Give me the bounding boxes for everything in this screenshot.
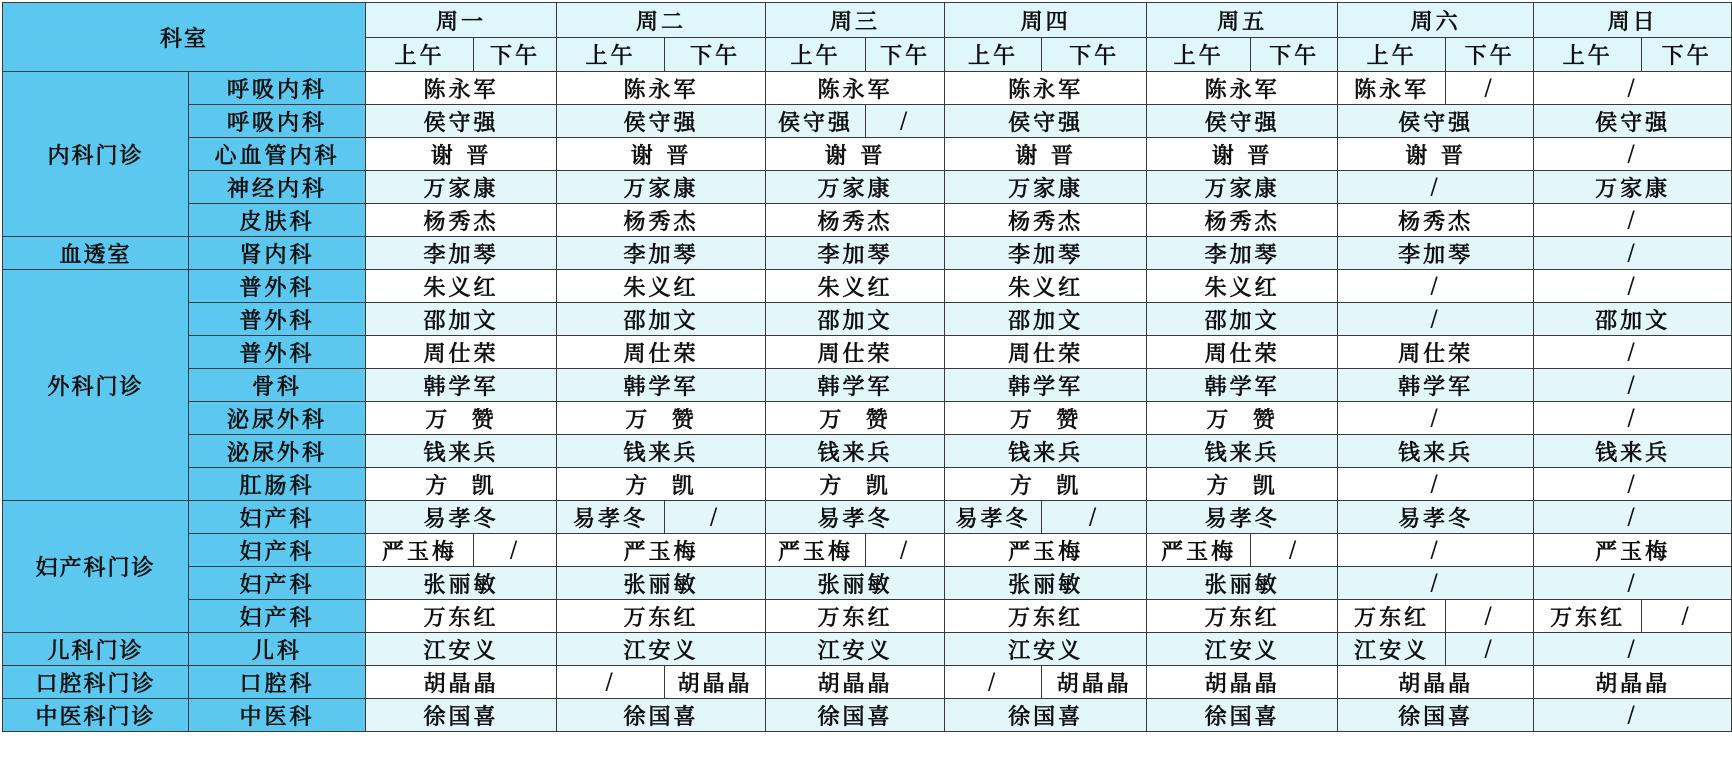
doctor-cell: 杨秀杰 — [1338, 204, 1534, 237]
doctor-cell: 侯守强 — [557, 105, 766, 138]
doctor-cell: / — [1338, 567, 1534, 600]
schedule-row — [3, 105, 1732, 138]
sub-department: 皮肤科 — [189, 204, 366, 237]
doctor-cell: / — [1534, 237, 1732, 270]
doctor-cell: 韩学军 — [945, 369, 1147, 402]
doctor-cell: 邵加文 — [766, 303, 945, 336]
doctor-cell: 谢 晋 — [1147, 138, 1338, 171]
doctor-cell: 张丽敏 — [557, 567, 766, 600]
sub-department: 普外科 — [189, 303, 366, 336]
doctor-cell: 朱义红 — [945, 270, 1147, 303]
doctor-cell: 易孝冬 — [366, 501, 557, 534]
doctor-cell-am: / — [945, 666, 1042, 699]
am-header: 上午 — [1338, 38, 1446, 72]
doctor-cell: 钱来兵 — [366, 435, 557, 468]
schedule-row — [3, 600, 1732, 633]
day-header-wed: 周三 — [766, 3, 945, 38]
doctor-cell: 杨秀杰 — [945, 204, 1147, 237]
am-header: 上午 — [557, 38, 665, 72]
doctor-cell: 李加琴 — [1147, 237, 1338, 270]
department-group: 妇产科门诊 — [3, 501, 189, 633]
doctor-cell: 周仕荣 — [1338, 336, 1534, 369]
department-header: 科室 — [3, 3, 366, 72]
doctor-cell: 方 凯 — [766, 468, 945, 501]
doctor-cell: 韩学军 — [766, 369, 945, 402]
doctor-cell: 侯守强 — [945, 105, 1147, 138]
doctor-cell: 钱来兵 — [945, 435, 1147, 468]
doctor-cell: 钱来兵 — [1147, 435, 1338, 468]
sub-department: 普外科 — [189, 336, 366, 369]
doctor-cell: 陈永军 — [557, 72, 766, 105]
doctor-cell: / — [1534, 336, 1732, 369]
doctor-cell: / — [1338, 303, 1534, 336]
schedule-row — [3, 468, 1732, 501]
doctor-cell: 江安义 — [557, 633, 766, 666]
doctor-cell: / — [1534, 72, 1732, 105]
sub-department: 呼吸内科 — [189, 105, 366, 138]
doctor-cell: / — [1338, 270, 1534, 303]
pm-header: 下午 — [474, 38, 557, 72]
department-group: 中医科门诊 — [3, 699, 189, 732]
doctor-cell: 万家康 — [766, 171, 945, 204]
doctor-cell: 韩学军 — [1338, 369, 1534, 402]
doctor-cell: 万 赞 — [1147, 402, 1338, 435]
doctor-cell: 易孝冬 — [1338, 501, 1534, 534]
doctor-cell: 侯守强 — [366, 105, 557, 138]
doctor-cell-pm: / — [665, 501, 766, 534]
doctor-cell-pm: / — [1446, 600, 1534, 633]
doctor-cell: 侯守强 — [1147, 105, 1338, 138]
doctor-cell: 张丽敏 — [945, 567, 1147, 600]
doctor-cell: / — [1338, 171, 1534, 204]
doctor-cell: 陈永军 — [945, 72, 1147, 105]
doctor-cell: 万东红 — [945, 600, 1147, 633]
schedule-row — [3, 402, 1732, 435]
doctor-cell: / — [1534, 699, 1732, 732]
doctor-cell: 方 凯 — [945, 468, 1147, 501]
schedule-row — [3, 138, 1732, 171]
doctor-cell: 邵加文 — [1534, 303, 1732, 336]
doctor-cell-am: 易孝冬 — [557, 501, 665, 534]
sub-department: 骨科 — [189, 369, 366, 402]
doctor-cell: 江安义 — [1147, 633, 1338, 666]
schedule-row — [3, 303, 1732, 336]
schedule-row — [3, 204, 1732, 237]
doctor-cell: 易孝冬 — [766, 501, 945, 534]
doctor-cell: 钱来兵 — [1534, 435, 1732, 468]
doctor-cell: 徐国喜 — [557, 699, 766, 732]
doctor-cell-pm: / — [474, 534, 557, 567]
doctor-cell: 陈永军 — [1147, 72, 1338, 105]
doctor-cell: 严玉梅 — [557, 534, 766, 567]
doctor-cell: 胡晶晶 — [1147, 666, 1338, 699]
doctor-cell: 胡晶晶 — [366, 666, 557, 699]
doctor-cell: 谢 晋 — [557, 138, 766, 171]
doctor-cell-pm: 胡晶晶 — [665, 666, 766, 699]
day-header-mon: 周一 — [366, 3, 557, 38]
doctor-cell: 徐国喜 — [1147, 699, 1338, 732]
doctor-cell: / — [1534, 270, 1732, 303]
doctor-cell: 万 赞 — [366, 402, 557, 435]
doctor-cell: 陈永军 — [366, 72, 557, 105]
day-header-tue: 周二 — [557, 3, 766, 38]
sub-department: 妇产科 — [189, 534, 366, 567]
doctor-cell: 徐国喜 — [366, 699, 557, 732]
doctor-cell: 徐国喜 — [945, 699, 1147, 732]
doctor-cell: 张丽敏 — [766, 567, 945, 600]
sub-department: 泌尿外科 — [189, 402, 366, 435]
doctor-cell: / — [1338, 468, 1534, 501]
doctor-cell-am: 江安义 — [1338, 633, 1446, 666]
doctor-cell: 杨秀杰 — [766, 204, 945, 237]
doctor-cell: 谢 晋 — [366, 138, 557, 171]
doctor-cell: 周仕荣 — [366, 336, 557, 369]
doctor-cell: 严玉梅 — [1534, 534, 1732, 567]
doctor-cell-am: 易孝冬 — [945, 501, 1042, 534]
doctor-cell-am: 万东红 — [1534, 600, 1642, 633]
doctor-cell: 朱义红 — [557, 270, 766, 303]
doctor-cell: 杨秀杰 — [1147, 204, 1338, 237]
am-header: 上午 — [945, 38, 1042, 72]
doctor-cell: 邵加文 — [366, 303, 557, 336]
doctor-cell-am: 严玉梅 — [766, 534, 866, 567]
day-header-fri: 周五 — [1147, 3, 1338, 38]
doctor-cell: 李加琴 — [366, 237, 557, 270]
doctor-cell: / — [1534, 402, 1732, 435]
doctor-cell: / — [1534, 369, 1732, 402]
doctor-cell: 胡晶晶 — [1534, 666, 1732, 699]
department-group: 儿科门诊 — [3, 633, 189, 666]
doctor-cell: / — [1534, 468, 1732, 501]
doctor-cell: 钱来兵 — [1338, 435, 1534, 468]
day-header-sun: 周日 — [1534, 3, 1732, 38]
doctor-cell: 万家康 — [557, 171, 766, 204]
sub-department: 妇产科 — [189, 567, 366, 600]
schedule-row — [3, 666, 1732, 699]
doctor-cell: 钱来兵 — [557, 435, 766, 468]
doctor-cell: 方 凯 — [1147, 468, 1338, 501]
doctor-cell-am: 严玉梅 — [1147, 534, 1251, 567]
pm-header: 下午 — [1042, 38, 1147, 72]
sub-department: 妇产科 — [189, 501, 366, 534]
department-group: 内科门诊 — [3, 72, 189, 237]
sub-department: 肾内科 — [189, 237, 366, 270]
day-header-sat: 周六 — [1338, 3, 1534, 38]
doctor-cell-pm: / — [1251, 534, 1338, 567]
doctor-cell: 胡晶晶 — [1338, 666, 1534, 699]
doctor-cell: 严玉梅 — [945, 534, 1147, 567]
doctor-cell: 张丽敏 — [366, 567, 557, 600]
doctor-cell: / — [1534, 501, 1732, 534]
sub-department: 心血管内科 — [189, 138, 366, 171]
doctor-cell: 邵加文 — [945, 303, 1147, 336]
doctor-cell-pm: / — [866, 534, 945, 567]
sub-department: 中医科 — [189, 699, 366, 732]
sub-department: 肛肠科 — [189, 468, 366, 501]
doctor-cell: / — [1534, 633, 1732, 666]
doctor-cell: 侯守强 — [1338, 105, 1534, 138]
doctor-cell: 江安义 — [366, 633, 557, 666]
sub-department: 泌尿外科 — [189, 435, 366, 468]
doctor-cell: 韩学军 — [557, 369, 766, 402]
doctor-cell: 邵加文 — [557, 303, 766, 336]
sub-department: 呼吸内科 — [189, 72, 366, 105]
am-header: 上午 — [366, 38, 474, 72]
doctor-cell: 徐国喜 — [766, 699, 945, 732]
doctor-cell: 朱义红 — [766, 270, 945, 303]
pm-header: 下午 — [1251, 38, 1338, 72]
doctor-cell: 钱来兵 — [766, 435, 945, 468]
doctor-cell: 杨秀杰 — [557, 204, 766, 237]
doctor-cell: 万 赞 — [945, 402, 1147, 435]
schedule-row — [3, 171, 1732, 204]
schedule-row — [3, 534, 1732, 567]
am-header: 上午 — [1147, 38, 1251, 72]
schedule-row — [3, 699, 1732, 732]
department-group: 血透室 — [3, 237, 189, 270]
doctor-cell: 万家康 — [1534, 171, 1732, 204]
doctor-cell: 江安义 — [945, 633, 1147, 666]
doctor-cell-am: 侯守强 — [766, 105, 866, 138]
doctor-cell: 徐国喜 — [1338, 699, 1534, 732]
schedule-body — [3, 3, 1732, 732]
pm-header: 下午 — [1642, 38, 1732, 72]
doctor-cell: 谢 晋 — [766, 138, 945, 171]
am-header: 上午 — [1534, 38, 1642, 72]
doctor-cell: 李加琴 — [766, 237, 945, 270]
doctor-cell: 万东红 — [557, 600, 766, 633]
doctor-cell: 万家康 — [945, 171, 1147, 204]
doctor-cell: 周仕荣 — [1147, 336, 1338, 369]
doctor-cell-pm: / — [866, 105, 945, 138]
doctor-cell-pm: / — [1446, 72, 1534, 105]
doctor-cell: 周仕荣 — [945, 336, 1147, 369]
doctor-cell: 韩学军 — [366, 369, 557, 402]
duty-schedule-table — [2, 2, 1732, 732]
department-group: 口腔科门诊 — [3, 666, 189, 699]
doctor-cell: 胡晶晶 — [766, 666, 945, 699]
doctor-cell: 周仕荣 — [766, 336, 945, 369]
schedule-row — [3, 237, 1732, 270]
doctor-cell: 陈永军 — [766, 72, 945, 105]
doctor-cell-am: 陈永军 — [1338, 72, 1446, 105]
doctor-cell: / — [1338, 534, 1534, 567]
doctor-cell: 易孝冬 — [1147, 501, 1338, 534]
doctor-cell-pm: / — [1642, 600, 1732, 633]
schedule-row — [3, 336, 1732, 369]
sub-department: 普外科 — [189, 270, 366, 303]
doctor-cell: 万家康 — [1147, 171, 1338, 204]
doctor-cell-pm: / — [1042, 501, 1147, 534]
doctor-cell: 方 凯 — [366, 468, 557, 501]
doctor-cell: 李加琴 — [1338, 237, 1534, 270]
doctor-cell: 方 凯 — [557, 468, 766, 501]
pm-header: 下午 — [1446, 38, 1534, 72]
doctor-cell: 张丽敏 — [1147, 567, 1338, 600]
doctor-cell: 周仕荣 — [557, 336, 766, 369]
pm-header: 下午 — [665, 38, 766, 72]
doctor-cell: 江安义 — [766, 633, 945, 666]
doctor-cell-pm: 胡晶晶 — [1042, 666, 1147, 699]
doctor-cell: / — [1534, 204, 1732, 237]
sub-department: 神经内科 — [189, 171, 366, 204]
sub-department: 儿科 — [189, 633, 366, 666]
doctor-cell-pm: / — [1446, 633, 1534, 666]
schedule-row — [3, 435, 1732, 468]
doctor-cell: 万家康 — [366, 171, 557, 204]
doctor-cell: 李加琴 — [945, 237, 1147, 270]
doctor-cell: 谢 晋 — [1338, 138, 1534, 171]
header-row-days — [3, 3, 1732, 38]
doctor-cell-am: 万东红 — [1338, 600, 1446, 633]
doctor-cell: 万东红 — [1147, 600, 1338, 633]
day-header-thu: 周四 — [945, 3, 1147, 38]
pm-header: 下午 — [866, 38, 945, 72]
am-header: 上午 — [766, 38, 866, 72]
doctor-cell: 韩学军 — [1147, 369, 1338, 402]
sub-department: 口腔科 — [189, 666, 366, 699]
department-group: 外科门诊 — [3, 270, 189, 501]
doctor-cell: 万 赞 — [557, 402, 766, 435]
doctor-cell: 朱义红 — [1147, 270, 1338, 303]
doctor-cell: / — [1534, 138, 1732, 171]
doctor-cell: 侯守强 — [1534, 105, 1732, 138]
schedule-row — [3, 72, 1732, 105]
schedule-row — [3, 567, 1732, 600]
schedule-row — [3, 633, 1732, 666]
doctor-cell: 谢 晋 — [945, 138, 1147, 171]
doctor-cell: 万东红 — [766, 600, 945, 633]
doctor-cell: 万 赞 — [766, 402, 945, 435]
doctor-cell: / — [1338, 402, 1534, 435]
doctor-cell: / — [1534, 567, 1732, 600]
doctor-cell: 李加琴 — [557, 237, 766, 270]
doctor-cell: 杨秀杰 — [366, 204, 557, 237]
doctor-cell: 邵加文 — [1147, 303, 1338, 336]
schedule-row — [3, 501, 1732, 534]
doctor-cell-am: 严玉梅 — [366, 534, 474, 567]
schedule-row — [3, 270, 1732, 303]
doctor-cell: 朱义红 — [366, 270, 557, 303]
doctor-cell: 万东红 — [366, 600, 557, 633]
schedule-row — [3, 369, 1732, 402]
doctor-cell-am: / — [557, 666, 665, 699]
sub-department: 妇产科 — [189, 600, 366, 633]
